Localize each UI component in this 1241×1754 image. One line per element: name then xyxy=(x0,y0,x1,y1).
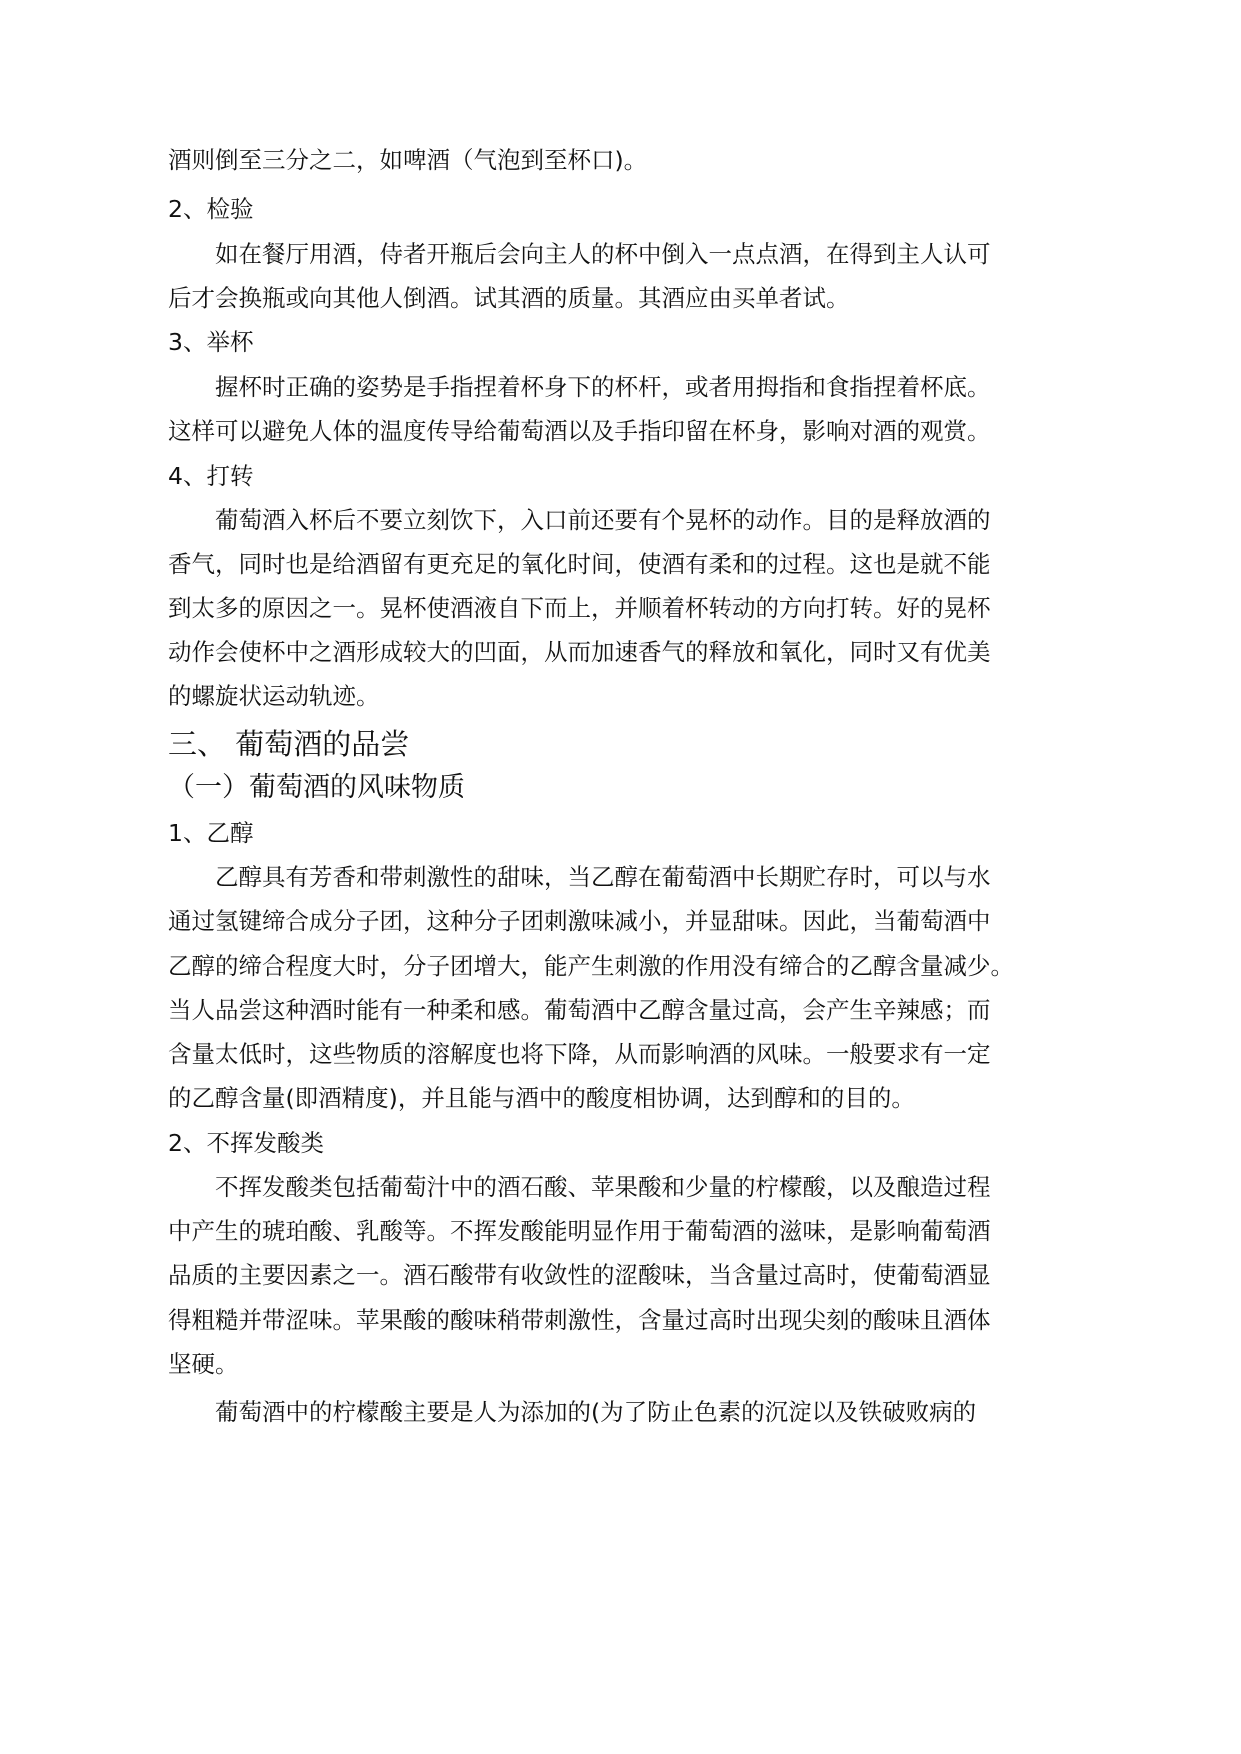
section-heading xyxy=(0,726,1241,762)
line-text: 当人品尝这种酒时能有一种柔和感。葡萄酒中乙醇含量过高，会产生辛辣感；而 xyxy=(168,996,991,1024)
line-text: 葡萄酒中的柠檬酸主要是人为添加的(为了防止色素的沉淀以及铁破败病的 xyxy=(215,1398,977,1426)
paragraph-line xyxy=(0,995,1241,1025)
line-text: （一）葡萄酒的风味物质 xyxy=(168,772,465,803)
line-text: 后才会换瓶或向其他人倒酒。试其酒的质量。其酒应由买单者试。 xyxy=(168,284,850,312)
paragraph-line xyxy=(0,1305,1241,1335)
paragraph-first-line xyxy=(0,505,1241,535)
line-text: 到太多的原因之一。晃杯使酒液自下而上，并顺着杯转动的方向打转。好的晃杯 xyxy=(168,594,991,622)
paragraph-line xyxy=(0,951,1241,981)
paragraph-line xyxy=(0,593,1241,623)
line-text: 如在餐厅用酒，侍者开瓶后会向主人的杯中倒入一点点酒，在得到主人认可 xyxy=(215,240,991,268)
paragraph-first-line xyxy=(0,1172,1241,1202)
line-text: 酒则倒至三分之二，如啤酒（气泡到至杯口)。 xyxy=(168,146,648,174)
line-text: 这样可以避免人体的温度传导给葡萄酒以及手指印留在杯身，影响对酒的观赏。 xyxy=(168,417,991,445)
paragraph-first-line xyxy=(0,862,1241,892)
line-text: 2、检验 xyxy=(168,195,254,223)
line-text: 香气，同时也是给酒留有更充足的氧化时间，使酒有柔和的过程。这也是就不能 xyxy=(168,550,991,578)
paragraph-line xyxy=(0,416,1241,446)
paragraph-line xyxy=(0,1039,1241,1069)
paragraph-line xyxy=(0,1216,1241,1246)
line-text: 的乙醇含量(即酒精度)，并且能与酒中的酸度相协调，达到醇和的目的。 xyxy=(168,1084,915,1112)
paragraph-line xyxy=(0,681,1241,711)
item-heading xyxy=(0,461,1241,491)
paragraph-first-line xyxy=(0,1397,1241,1427)
paragraph-line xyxy=(0,1349,1241,1379)
paragraph-line xyxy=(0,1260,1241,1290)
line-text: 乙醇的缔合程度大时，分子团增大，能产生刺激的作用没有缔合的乙醇含量减少。 xyxy=(168,952,1014,980)
item-heading xyxy=(0,194,1241,224)
line-text: 乙醇具有芳香和带刺激性的甜味，当乙醇在葡萄酒中长期贮存时，可以与水 xyxy=(215,863,991,891)
line-text: 通过氢键缔合成分子团，这种分子团刺激味减小，并显甜味。因此，当葡萄酒中 xyxy=(168,907,991,935)
line-text: 动作会使杯中之酒形成较大的凹面，从而加速香气的释放和氧化，同时又有优美 xyxy=(168,638,991,666)
item-heading xyxy=(0,1128,1241,1158)
line-text: 得粗糙并带涩味。苹果酸的酸味稍带刺激性，含量过高时出现尖刻的酸味且酒体 xyxy=(168,1306,991,1334)
item-heading xyxy=(0,327,1241,357)
line-text: 品质的主要因素之一。酒石酸带有收敛性的涩酸味，当含量过高时，使葡萄酒显 xyxy=(168,1261,991,1289)
line-text: 坚硬。 xyxy=(168,1350,239,1378)
paragraph-first-line xyxy=(0,372,1241,402)
paragraph-line xyxy=(0,906,1241,936)
line-text: 中产生的琥珀酸、乳酸等。不挥发酸能明显作用于葡萄酒的滋味，是影响葡萄酒 xyxy=(168,1217,991,1245)
line-text: 的螺旋状运动轨迹。 xyxy=(168,682,380,710)
paragraph-line xyxy=(0,1083,1241,1113)
line-text: 1、乙醇 xyxy=(168,819,254,847)
line-text: 握杯时正确的姿势是手指捏着杯身下的杯杆，或者用拇指和食指捏着杯底。 xyxy=(215,373,991,401)
subsection-heading xyxy=(0,771,1241,805)
line-text: 不挥发酸类包括葡萄汁中的酒石酸、苹果酸和少量的柠檬酸，以及酿造过程 xyxy=(215,1173,991,1201)
paragraph-line xyxy=(0,145,1241,175)
line-text: 含量太低时，这些物质的溶解度也将下降，从而影响酒的风味。一般要求有一定 xyxy=(168,1040,991,1068)
paragraph-line xyxy=(0,283,1241,313)
line-text: 2、不挥发酸类 xyxy=(168,1129,324,1157)
line-text: 4、打转 xyxy=(168,462,254,490)
line-text: 三、 葡萄酒的品尝 xyxy=(168,727,410,761)
paragraph-first-line xyxy=(0,239,1241,269)
paragraph-line xyxy=(0,549,1241,579)
line-text: 3、举杯 xyxy=(168,328,254,356)
line-text: 葡萄酒入杯后不要立刻饮下，入口前还要有个晃杯的动作。目的是释放酒的 xyxy=(215,506,991,534)
item-heading xyxy=(0,818,1241,848)
paragraph-line xyxy=(0,637,1241,667)
